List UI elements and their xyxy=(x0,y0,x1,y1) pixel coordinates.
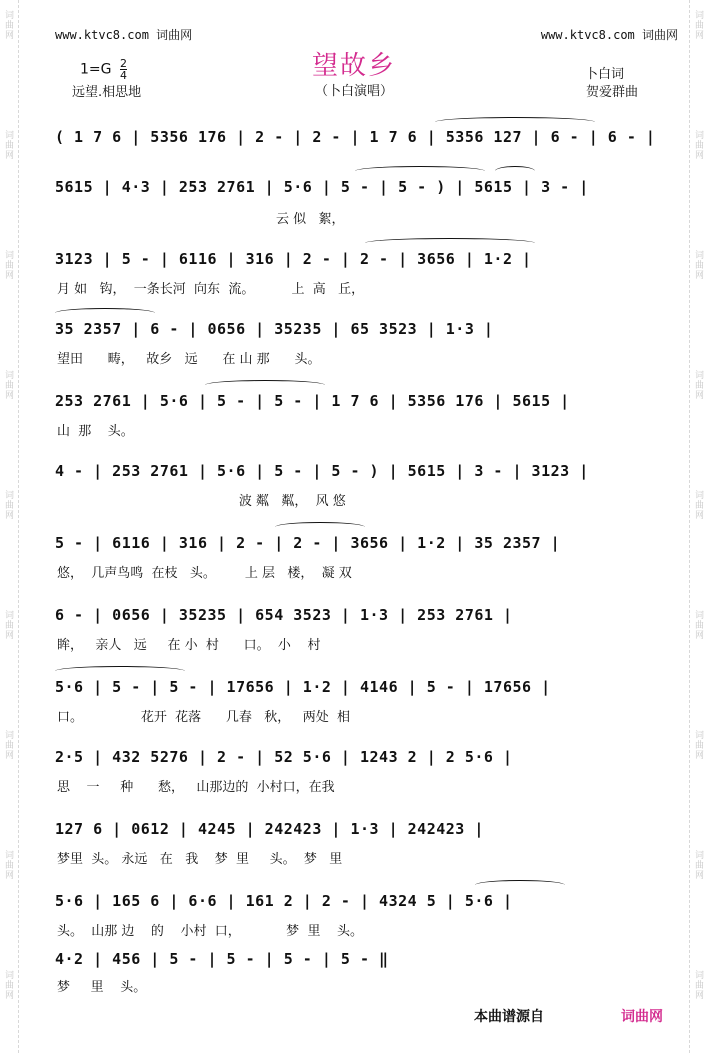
source-label: 本曲谱源自 xyxy=(474,1009,544,1025)
watermark-text: 词曲网 xyxy=(693,850,703,880)
tempo-mood: 远望.相思地 xyxy=(72,85,142,100)
lyric-line: 云 似 絮， xyxy=(57,212,345,227)
watermark-text: 词曲网 xyxy=(3,610,13,640)
watermark-text: 词曲网 xyxy=(693,490,703,520)
score-line: 6 - | 0656 | 35235 | 654 3523 | 1·3 | 253 2761 | xyxy=(55,606,513,624)
watermark-text: 词曲网 xyxy=(3,130,13,160)
score-line: 3123 | 5 - | 6116 | 316 | 2 - | 2 - | 3656 | 1·2 | xyxy=(55,250,532,268)
score-line: 5615 | 4·3 | 253 2761 | 5·6 | 5 - | 5 - ) | 5615 | 3 - | xyxy=(55,178,589,196)
slur xyxy=(55,666,185,676)
right-watermark-strip xyxy=(689,0,708,1053)
key-label: 1=G xyxy=(80,61,112,78)
watermark-text: 词曲网 xyxy=(3,490,13,520)
slur xyxy=(205,380,325,390)
lyric-line: 悠， 几声鸟鸣 在枝 头。 上 层 楼， 凝 双 xyxy=(57,566,352,581)
slur-row xyxy=(55,522,655,534)
lyricist: 卜白词 xyxy=(584,67,624,82)
slur xyxy=(435,117,595,127)
watermark-text: 词曲网 xyxy=(3,10,13,40)
composer: 贺爱群曲 xyxy=(585,85,638,100)
time-top: 2 xyxy=(119,57,127,70)
lyric-line: 梦里 头。 永远 在 我 梦 里 头。 梦 里 xyxy=(57,852,343,867)
watermark-text: 词曲网 xyxy=(693,10,703,40)
slur-row xyxy=(55,308,655,320)
lyric-line: 望田 畴， 故乡 远 在 山 那 头。 xyxy=(57,352,321,367)
header-url-left[interactable]: www.ktvc8.com 词曲网 xyxy=(55,28,193,42)
score-line: 253 2761 | 5·6 | 5 - | 5 - | 1 7 6 | 5356 176 | 5615 | xyxy=(55,392,570,410)
score-line: 5·6 | 165 6 | 6·6 | 161 2 | 2 - | 4324 5 | 5·6 | xyxy=(55,892,513,910)
watermark-text: 词曲网 xyxy=(693,250,703,280)
slur xyxy=(365,238,535,248)
slur-row xyxy=(55,880,655,892)
score-line: 2·5 | 432 5276 | 2 - | 52 5·6 | 1243 2 | 2 5·6 | xyxy=(55,748,513,766)
slur xyxy=(55,308,155,318)
slur-row xyxy=(55,166,655,178)
watermark-text: 词曲网 xyxy=(693,610,703,640)
lyric-line: 头。 山那 边 的 小村 口， 梦 里 头。 xyxy=(57,924,363,939)
slur-row xyxy=(55,666,655,678)
watermark-text: 词曲网 xyxy=(3,730,13,760)
watermark-text: 词曲网 xyxy=(693,370,703,400)
slur-row xyxy=(55,238,655,250)
lyric-line: 口。 花开 花落 几春 秋， 两处 相 xyxy=(57,710,350,725)
score-line: 5·6 | 5 - | 5 - | 17656 | 1·2 | 4146 | 5 - | 17656 | xyxy=(55,678,551,696)
watermark-text: 词曲网 xyxy=(693,970,703,1000)
score-line: 4·2 | 456 | 5 - | 5 - | 5 - | 5 - ‖ xyxy=(55,950,389,968)
time-bottom: 4 xyxy=(119,69,127,82)
slur xyxy=(495,166,535,176)
lyric-line: 波 粼 粼， 风 悠 xyxy=(57,494,346,509)
slur xyxy=(475,880,565,890)
watermark-text: 词曲网 xyxy=(3,250,13,280)
lyric-line: 思 一 种 愁， 山那边的 小村口，在我 xyxy=(57,780,335,795)
slur xyxy=(275,522,365,532)
lyric-line: 眸， 亲人 远 在 小 村 口。 小 村 xyxy=(57,638,321,653)
watermark-text: 词曲网 xyxy=(3,850,13,880)
song-performer: （卜白演唱） xyxy=(314,84,393,99)
slur xyxy=(355,166,485,176)
brand-link[interactable]: 词曲网 xyxy=(621,1009,663,1025)
score-line: ( 1 7 6 | 5356 176 | 2 - | 2 - | 1 7 6 | 5356 127 | 6 - | 6 - | xyxy=(55,128,656,146)
song-title: 望故乡 xyxy=(311,51,396,81)
time-signature xyxy=(120,58,127,81)
key-signature xyxy=(80,58,127,81)
lyric-line: 山 那 头。 xyxy=(57,424,134,439)
left-watermark-strip xyxy=(0,0,19,1053)
lyric-line: 梦 里 头。 xyxy=(57,980,147,995)
watermark-text: 词曲网 xyxy=(3,970,13,1000)
watermark-text: 词曲网 xyxy=(693,730,703,760)
header-url-right[interactable]: www.ktvc8.com 词曲网 xyxy=(540,28,678,42)
score-line: 5 - | 6116 | 316 | 2 - | 2 - | 3656 | 1·2 | 35 2357 | xyxy=(55,534,561,552)
lyric-line: 月 如 钩， 一条长河 向东 流。 上 高 丘， xyxy=(57,282,365,297)
watermark-text: 词曲网 xyxy=(693,130,703,160)
score-line: 35 2357 | 6 - | 0656 | 35235 | 65 3523 | 1·3 | xyxy=(55,320,494,338)
score-line: 127 6 | 0612 | 4245 | 242423 | 1·3 | 242423 | xyxy=(55,820,484,838)
watermark-text: 词曲网 xyxy=(3,370,13,400)
score-line: 4 - | 253 2761 | 5·6 | 5 - | 5 - ) | 5615 | 3 - | 3123 | xyxy=(55,462,589,480)
slur-row xyxy=(55,380,655,392)
